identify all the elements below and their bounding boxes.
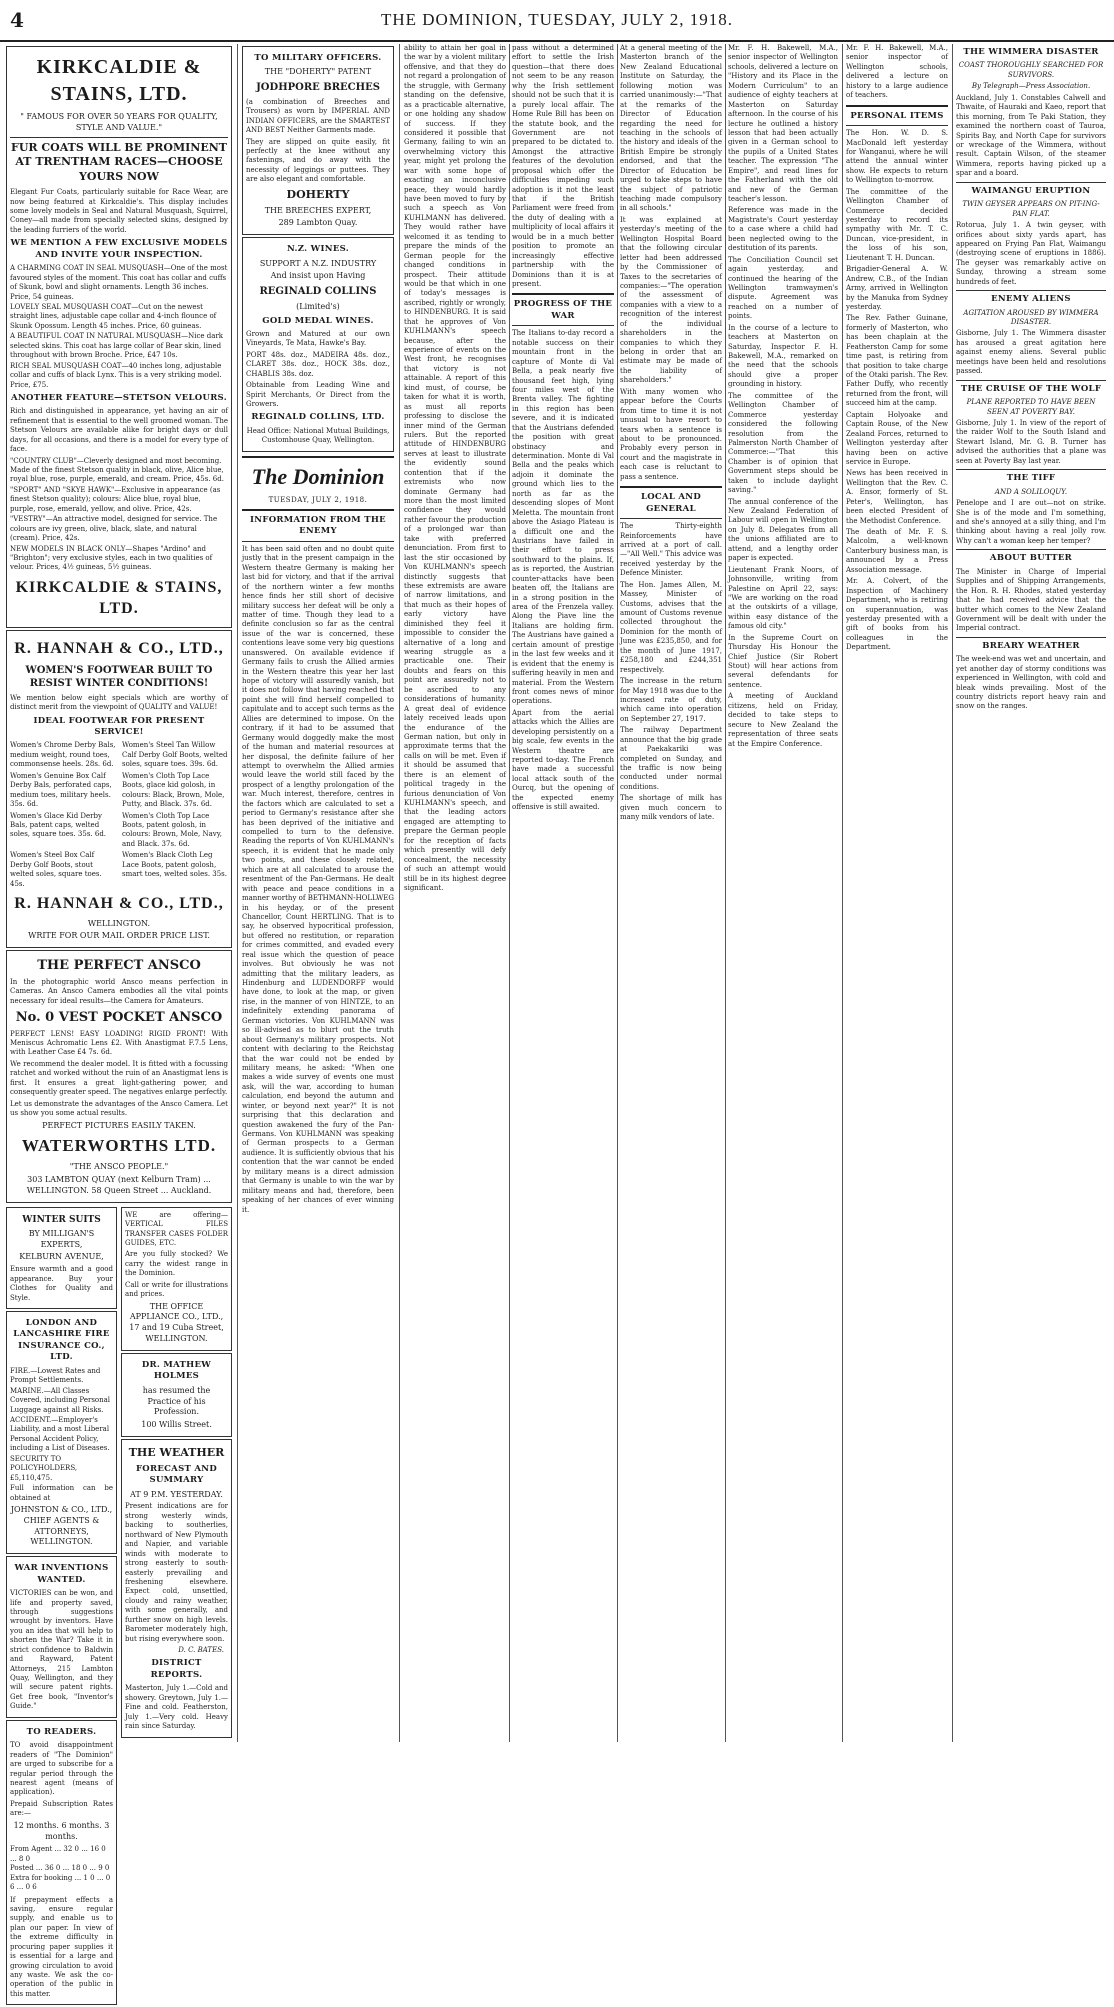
- list-item: A BEAUTIFUL COAT IN NATURAL MUSQUASH—Nice dark selected skins. This coat has large collar of Bear skin, lined throughout with brown Broche. Price, £47 10s.: [10, 332, 224, 360]
- list-item: RICH SEAL MUSQUASH COAT—40 inches long, adjustable collar and cuffs of black Lynx. This is a very striking model. Price, £75.: [10, 361, 222, 389]
- waterworths-title: WATERWORTHS LTD.: [21, 1136, 217, 1156]
- wines-advert: [242, 237, 394, 452]
- weather-report: [121, 1439, 232, 1738]
- editorial-continued-text: ability to attain her goal in the war by a violent military offensive, and that they do not regard a prolongation of the struggle, with Germany standing on the defensive, as a practicable alternative, or one holding any shadow of success. If they considered it possible that Germany, failing to win an overwhelming victory this year, might yet prolong the war with some hope of exacting an inconclusive peace, they would hardly have been moved to fury by such a speech as Von KUHLMANN has delivered. They would rather have welcomed it as tending to prepare the minds of the German people for the changed conditions in prospect. Their attitude would be that which in one of today's messages is ascribed, rightly or wrongly, to HINDENBURG. It is said that he approves of Von KUHLMANN's speech because, after the experience of events on the West front, he recognises that victory is not attainable. A report of this kind must, of course, be taken for what it is worth, as must all reports professing to disclose the inner mind of the German rulers. But the reported attitude of HINDENBURG serves at least to illustrate the evidently sound contention that if the extremists who now dominate Germany had more than the most limited confidence they would rather favour the production of a prolonged war than take with preferred denunciation. From first to last the stir occasioned by Von KUHLMANN's speech distinctly suggests that these extremists are aware of narrow limitations, and that much as their hopes of early victory have diminished they feel it impossible to consider the alternative of a long and wearing struggle as a practicable one. Their doubts and fears on this point are assuredly not to be ascribed to any considerations of humanity. A great deal of evidence lately received leads upon the endurance of the German nation, but only in approximate terms that the calls on will be met. Even if it should be assumed that there is an element of political tragedy in the furious denunciation of Von KUHLMANN's speech, and that the leading actors engaged are attempting to prepare the German people for the reception of facts which presently will defy concealment, the necessity of such an attempt would still be in its highest degree significant.: [404, 44, 506, 892]
- news-paragraph: The Hon. James Allen, M. Massey, Minister of Customs, advises that the amount of Customs revenue collected throughout the Dominion for the month of June was £235,850, and for the month of June 1917, £258,180 and £244,351 respectively.: [620, 580, 722, 674]
- tiff-text: Penelope and I are out—not on strike. She is of the mode and I'm something, and she's annoyed at a silly thing, and I'm thinking about having a real jolly row. Why can't a woman keep her temper?: [956, 499, 1106, 545]
- wolf-cruise-title: THE CRUISE OF THE WOLF: [960, 383, 1102, 394]
- column-rule: [617, 44, 618, 1742]
- list-item: LOVELY SEAL MUSQUASH COAT—Cut on the newest straight lines, adjustable cape collar and 4-inch flounce of Skunk Opossum. Length 45 inches. Price, 60 guineas.: [10, 303, 217, 330]
- column-rule: [842, 44, 843, 1742]
- wimmera-text: Auckland, July 1. Constables Calwell and Thwaite, of Hauraki and Kaeo, report that this morning, from Te Paki Station, they examined the northern coast of Tauroa, Spirits Bay, and North Cape for survivors or wreckage of the Wimmera, without result. Captain Wilson, of the steamer Wimmera, reports having picked up a spar and a board.: [956, 93, 1106, 178]
- list-item: SECURITY TO POLICYHOLDERS, £5,110,475.: [10, 1454, 78, 1482]
- small-adverts-left: [6, 1205, 117, 2007]
- news-paragraph: The Thirty-eighth Reinforcements have arrived at a port of call.—"All Well." This advice was received yesterday by the Defence Minister.: [620, 522, 722, 578]
- velours-heading: ANOTHER FEATURE—STETSON VELOURS.: [11, 392, 227, 403]
- edition-date: TUESDAY, JULY 2, 1918.: [268, 495, 368, 504]
- news-paragraph: The Conciliation Council set again yesterday, and continued the hearing of the Wellington tramwaymen's dispute. Agreement was reached on a number of points.: [728, 255, 838, 321]
- office-appliance-text2: Are you fully stocked? We carry the widest range in the Dominion.: [125, 1250, 228, 1278]
- breeches-text: (a combination of Breeches and Trousers) as worn by IMPERIAL AND INDIAN OFFICERS, are the SMARTEST AND BEST Neither Garments made.: [246, 97, 390, 135]
- weather-signature: D. C. BATES.: [178, 1646, 224, 1655]
- to-readers-notice: [6, 1720, 117, 2006]
- local-news-column: [620, 44, 722, 1742]
- column-rule: [725, 44, 726, 1742]
- news-paragraph: At a general meeting of the Masterton branch of the New Zealand Educational Institute on Saturday, the following motion was carried unanimously:—"That at the remarks of the Director of Education regarding the need for teaching in the schools of the history and ideals of the British Empire be strongly endorsed, and that the Director of Education be urged to take steps to have the subject of patriotic teaching made compulsory in all schools.": [620, 44, 722, 213]
- collins-office: Head Office: National Mutual Buildings, Customhouse Quay, Wellington.: [246, 426, 390, 445]
- to-readers-text: TO avoid disappointment readers of "The Dominion" are urged to subscribe for a regular period through the nearest agent (means of application).: [10, 1741, 113, 1797]
- waimangu-sub: TWIN GEYSER APPEARS ON PIT-ING-PAN FLAT.: [962, 200, 1100, 218]
- table-row: Posted ... 36 0 ... 18 0 ... 9 0: [10, 1864, 110, 1873]
- to-readers-title: TO READERS.: [26, 1726, 97, 1737]
- rates-column-headers: 12 months. 6 months. 3 months.: [13, 1820, 110, 1841]
- footwear-list: [10, 741, 228, 889]
- progress-of-war-text: The Italians to-day record a notable success on their mountain front in the capture of Monte di Val Bella, a peak nearly five thousand feet high, lying four miles west of the Brenta valley. The fighting in this region has been severe, and it is indicated that the Austrians defended the position with great obstinacy and determination. Monte di Val Bella and the peaks which adjoin it dominate the ground which lies to the north as far as the descending slopes of Mont Meletta. The mountain front above the Asiago Plateau is a difficult one and the Austrians have failed in their effort to press southward to the plains. If, as is reported, the Austrian counter-attacks have been beaten off, the Italians are in a strong position in the area of the Frenzela valley. Along the Piave line the Italians are holding firm. The Austrians have gained a certain amount of prestige in the last few weeks and it is evident that the enemy is suffering heavily in men and material. From the Western front comes news of minor operations.: [512, 329, 614, 706]
- advertisement-column: [6, 44, 232, 1998]
- war-progress-column: [512, 44, 614, 1742]
- news-paragraph: Mr. A. Colvert, of the Inspection of Machinery Department, who is retiring on superannuation, was yesterday presented with a gift of books from his colleagues in the Department.: [846, 577, 948, 652]
- wimmera-sub: COAST THOROUGHLY SEARCHED FOR SURVIVORS.: [958, 61, 1104, 79]
- news-paragraph: It was explained at yesterday's meeting of the Wellington Hospital Board that the following circular letter had been addressed by the Commissioner of Taxes to the secretaries of companies:—"The operation of the assessment of companies with a view to a recognition of the interest of the individual shareholders in the companies to which they belong in order that an estimate may be made of the liability of shareholders.": [620, 215, 722, 385]
- list-item: ACCIDENT.—Employer's Liability, and a most Liberal Personal Accident Policy, including a List of Diseases.: [10, 1416, 110, 1453]
- list-item: "VESTRY"—An attractive model, designed for service. The colours are ivy green, olive, black, slate, and natural (cream). Price, 42s.: [10, 515, 218, 543]
- news-paragraph: The annual conference of the New Zealand Federation of Labour will open in Wellington on July 8. Delegates from all the unions affiliated are to attend, and a lengthy order paper is expected.: [728, 497, 838, 563]
- personal-items-title: PERSONAL ITEMS: [850, 110, 944, 121]
- list-item: Women's Steel Box Calf Derby Golf Boots, stout welted soles, square toes. 45s.: [10, 851, 102, 888]
- ansco-prints: PERFECT PICTURES EASILY TAKEN.: [42, 1120, 196, 1130]
- weather-news-title: BREARY WEATHER: [982, 640, 1080, 651]
- winter-suits-address: KELBURN AVENUE,: [19, 1252, 104, 1262]
- list-item: A CHARMING COAT IN SEAL MUSQUASH—One of the most favoured styles of the moment. This coat has collar and cuffs of Skunk, bowl and slight ornaments. Length 36 inches. Price, 54 guineas.: [10, 264, 228, 301]
- doctor-name: DR. MATHEW HOLMES: [141, 1359, 212, 1382]
- war-inventions-text: VICTORIES can be won, and life and property saved, through suggestions wrought by inventors. Have you an idea that will help to shorten the War? Take it in strict confidence to Baldwin and Rayward, Patent Attorneys, 215 Lambton Quay, Wellington, and they will secure patent rights. Get free book, "Inventor's Guide.": [10, 1589, 113, 1711]
- weather-text: Present indications are for strong westerly winds, backing to southerlies, northward of New Plymouth and Napier, and variable winds with moderate to strong easterly to south-easterly prevailing and freshening elsewhere. Expect cold, unsettled, cloudy and rainy weather, with some generally, and further snow on high levels. Barometer moderately high, but rising everywhere soon.: [125, 1502, 228, 1643]
- kirkcaldie-tagline: " FAMOUS FOR OVER 50 YEARS FOR QUALITY, STYLE AND VALUE.": [20, 112, 218, 132]
- table-row: Extra for booking ... 1 0 ... 0 6 ... 0 6: [10, 1873, 111, 1892]
- wolf-cruise-sub: PLANE REPORTED TO HAVE BEEN SEEN AT POVERTY BAY.: [966, 398, 1096, 416]
- to-readers-note: If prepayment effects a saving, ensure regular supply, and enable us to plan our paper. In view of the extreme difficulty in procuring paper supplies it is essential for a large and growing circulation to avoid any waste. We ask the co-operation of the public in this matter.: [10, 1895, 113, 1998]
- list-item: MARINE.—All Classes Covered, including Personal Luggage against all Risks.: [10, 1386, 111, 1414]
- news-paragraph: The death of Mr. F. S. Malcolm, a well-known Canterbury business man, is announced by a Press Association message.: [846, 528, 948, 574]
- military-title: TO MILITARY OFFICERS.: [254, 53, 382, 63]
- editorial-text: It has been said often and no doubt quite justly that in the present campaign in the Western theatre Germany is making her last bid for victory, and that if the arrival of the northern winter a few months hence finds her still short of decisive military success her defeat will be only a matter of time. Though they lead to a definite conclusion so far as the central issue of the war is concerned, these contentions leave some very big questions unanswered. On available evidence if Germany fails to crush the Allied armies in the Western theatre this year her last hope of victory will assuredly vanish, but it does not follow that having reached that point she will find herself compelled to capitulate and to accept such terms as the Allies are determined to impose. On the contrary, if it had to be assumed that Germany would doggedly make the most of the human and material resources at her disposal, the definite failure of her attempt to overwhelm the Allied armies would leave the world still faced by the prospect of a lengthy prolongation of the war. Much interest, therefore, centres in the factors which are calculated to set a period to Germany's resistance after she has been deprived of the initiative and compelled to turn to the defensive. Reading the reports of Von KUHLMANN's speech, it is evident that he made only two points, and these closely related, which are at all calculated to arouse the resentment of the Pan-Germans. He dealt with peace and peace conditions in a manner worthy of BETHMANN-HOLLWEG in his heyday, or of the present Chancellor, Count HERTLING. That is to say, he observed hypocritical profession, but offered no restitution, or reparation for crimes committed, and evaded every real issue which the question of peace involves. But obviously he was not admitting that the military leaders, as Hindenburg and LUDENDORFF would have done, to look at the map, or given rise, in the manner of von HINTZE, to an indefinitely extending panorama of German victories. Von KUHLMANN was so ill-advised as to blurt out the truth about Germany's military prospects. Not content with declaring to the Reichstag that the war could not be ended by military means, he asked: "When one makes a wide survey of events one must ask, will the war, according to human calculation, end beyond the autumn and winter, or beyond next year?" It is not surprising that this declaration and question awakened the fury of the Pan-Germans. Von KUHLMANN was speaking of German prospects to a German audience. It is sufficiently obvious that his contention that the war cannot be ended by military means is a direct admission that Germany is unable to win the war by military means and had, therefore, been speaking of her chances of ever winning it.: [242, 544, 394, 1214]
- editorial-title: INFORMATION FROM THE ENEMY: [250, 514, 386, 537]
- waterworths-address: 303 LAMBTON QUAY (next Kelburn Tram) ... WELLINGTON. 58 Queen Street ... Auckland.: [26, 1175, 212, 1195]
- list-item: Women's Chrome Derby Bals, medium weight, round toes, commonsense heels. 28s. 6d.: [10, 741, 116, 769]
- hannah-write: WRITE FOR OUR MAIL ORDER PRICE LIST.: [28, 931, 210, 941]
- hannah-footer: R. HANNAH & CO., LTD.,: [14, 895, 224, 912]
- news-paragraph: Brigadier-General A. W. Andrew, C.B., of the Indian Army, arrived in Wellington by the Manuka from Sydney yesterday.: [846, 265, 948, 311]
- editorial-continued-column: [404, 44, 506, 1742]
- winter-suits-title: WINTER SUITS: [22, 1214, 101, 1225]
- news-paragraph: The Rev. Father Guinane, formerly of Masterton, who has been chaplain at the Featherston Camp for some time past, is retiring from that position to take charge of the Otaki parish. The Rev. Father Duffy, who recently returned from the front, will succeed him at the camp.: [846, 314, 948, 408]
- collins-wines: PORT 48s. doz., MADEIRA 48s. doz., CLARET 38s. doz., HOCK 38s. doz., CHABLIS 38s. doz.: [246, 350, 390, 378]
- page-masthead: [0, 0, 1114, 42]
- list-item: "COUNTRY CLUB"—Cleverly designed and most becoming. Made of the finest Stetson quality in black, olive, Alice blue, royal blue, rose, purple, emerald, and cream. Price, 45s. 6d.: [10, 456, 224, 484]
- telegraph-news-column: [956, 44, 1106, 1742]
- news-paragraph: Lieutenant Frank Noors, of Johnsonville, writing from Palestine on April 22, says: "We are working on the road at the outskirts of a village, within easy distance of the famous old city.": [728, 565, 838, 631]
- list-item: "SPORT" AND "SKYE HAWK"—Exclusive in appearance (as finest Stetson quality); colours: Alice blue, royal blue, purple, rose, emerald, yellow, and olive. Price, 42s.: [10, 485, 221, 513]
- collins-name-footer: REGINALD COLLINS, LTD.: [251, 412, 385, 423]
- local-general-title: LOCAL AND GENERAL: [640, 492, 702, 514]
- doctor-notice: [121, 1353, 232, 1437]
- military-sub: THE "DOHERTY" PATENT: [264, 67, 372, 77]
- weather-at: AT 9 P.M. YESTERDAY.: [130, 1489, 223, 1499]
- table-row: From Agent ... 32 0 ... 16 0 ... 8 0: [10, 1845, 106, 1863]
- news-paragraph: In the Supreme Court on Thursday His Honour the Chief Justice (Sir Robert Stout) will hear actions from several defendants for sentence.: [728, 633, 838, 689]
- hannah-special: IDEAL FOOTWEAR FOR PRESENT SERVICE!: [33, 715, 205, 737]
- war-inventions-advert: [6, 1556, 117, 1718]
- news-paragraph: The railway Department announce that the big grade at Paekakariki was completed on Sunday, and the traffic is now being conducted under normal conditions.: [620, 726, 722, 791]
- wines-ask: And insist upon Having: [270, 271, 366, 281]
- butter-text: The Minister in Charge of Imperial Supplies and of Shipping Arrangements, the Hon. R. H. Rhodes, stated yesterday that he had received advice that the butter which comes to the New Zealand Government will be dealt with under the Imperial contract.: [956, 567, 1106, 633]
- waimangu-title: WAIMANGU ERUPTION: [971, 185, 1091, 196]
- personal-items-column: [846, 44, 948, 1742]
- velour-style-list: [10, 457, 228, 573]
- hannah-title: R. HANNAH & CO., LTD.,: [14, 640, 224, 658]
- enemy-aliens-sub: AGITATION AROUSED BY WIMMERA DISASTER.: [963, 308, 1099, 327]
- insurance-info: Full information can be obtained at: [10, 1484, 113, 1502]
- news-paragraph: The committee of the Wellington Chamber of Commerce decided yesterday to record its sympathy with Mr. T. C. Duncan, vice-president, in the loss of his son, Lieutenant T. H. Duncan.: [846, 187, 948, 262]
- list-item: FIRE.—Lowest Rates and Prompt Settlements.: [10, 1366, 101, 1385]
- weather-news-text: The week-end was wet and uncertain, and yet another day of stormy conditions was experienced in Wellington, with cold and bleak winds prevailing. Most of the country districts report heavy rain and snow on the ranges.: [956, 655, 1106, 711]
- list-item: Women's Cloth Top Lace Boots, patent golosh, in colours: Brown, Mole, Navy, and Black. 37s. 6d.: [122, 811, 222, 848]
- news-paragraph: Mr. F. H. Bakewell, M.A., senior inspector of Wellington schools, delivered a lecture on "History and its Place in the Modern Curriculum" to an audience of eighty teachers at Masterton on Saturday afternoon. In the course of his lecture he outlined a history lesson that had been actually given in a German school to the pupils of a United States teacher. The expression "The Empire", and read lines for the Fatherland with the old and new of the German teacher's lesson.: [728, 44, 838, 203]
- weather-sub: FORECAST AND SUMMARY: [135, 1463, 218, 1486]
- progress-of-war-title: PROGRESS OF THE WAR: [513, 299, 613, 321]
- office-appliance-call: Call or write for illustrations and prices.: [125, 1280, 228, 1299]
- enemy-aliens-title: ENEMY ALIENS: [991, 294, 1071, 305]
- general-news-column: [728, 44, 838, 1742]
- dominion-nameplate: The Dominion: [251, 463, 385, 489]
- to-readers-rates: Prepaid Subscription Rates are:—: [10, 1799, 113, 1818]
- page-number: 4: [10, 8, 24, 32]
- fur-coats-headline: FUR COATS WILL BE PROMINENT AT TRENTHAM RACES—CHOOSE YOURS NOW: [11, 140, 227, 184]
- news-paragraph: The Hon. W. D. S. MacDonald left yesterday for Wanganui, where he will attend the annual winter show. He expects to return to Wellington to-morrow.: [846, 129, 948, 185]
- doherty-address: 289 Lambton Quay.: [278, 218, 358, 228]
- hannah-intro: We mention below eight specials which are worthy of distinct merit from the viewpoint of QUALITY and VALUE!: [10, 693, 228, 712]
- office-appliance-text: WE are offering— VERTICAL FILES TRANSFER CASES FOLDER GUIDES, ETC.: [125, 1210, 228, 1247]
- collins-medal: GOLD MEDAL WINES.: [262, 315, 374, 326]
- winter-suits-text: Ensure warmth and a good appearance. Buy your Clothes for Quality and Style.: [10, 1265, 113, 1302]
- hannah-advert: [6, 630, 232, 948]
- tiff-sub: AND A SOLILOQUY.: [994, 487, 1068, 496]
- ansco-text2: We recommend the dealer model. It is fitted with a focussing ratchet and worked without the ruin of an Anastigmat lens is first. It ensures a great light-gathering power, and consequently greater speed. The negatives enlarge perfectly.: [10, 1059, 228, 1097]
- list-item: NEW MODELS IN BLACK ONLY—Shapes "Ardino" and "Brighton"; very exclusive styles, each in two qualities of velour. Prices, 4½ guineas, 5½ guineas.: [10, 544, 213, 572]
- tiff-title: THE TIFF: [1006, 473, 1056, 484]
- collins-grown: Grown and Matured at our own Vineyards, Te Mata, Hawke's Bay.: [246, 329, 390, 348]
- news-paragraph: The committee of the Wellington Chamber of Commerce yesterday considered the following resolution from the Palmerston North Chamber of Commerce:—"That this Chamber is of opinion that Government steps should be taken to include daylight saving.": [728, 391, 838, 495]
- news-paragraph: Reference was made in the Magistrate's Court yesterday to a case where a child had been neglected owing to the destitution of its parents.: [728, 206, 838, 253]
- list-item: Women's Genuine Box Calf Derby Bals, perforated caps, medium toes, military heels. 35s. 6d.: [10, 771, 112, 809]
- list-item: Women's Steel Tan Willow Calf Derby Golf Boots, welted soles, square toes. 39s. 6d.: [122, 741, 228, 769]
- news-paragraph: The shortage of milk has given much concern to many milk vendors of late.: [620, 794, 722, 822]
- war-inventions-title: WAR INVENTIONS WANTED.: [14, 1563, 109, 1585]
- column-rule: [509, 44, 510, 1742]
- collins-ltd: (Limited's): [296, 301, 340, 311]
- waimangu-text: Rotorua, July 1. A twin geyser, with orifices about sixty yards apart, has appeared on Frying Pan Flat, Waimangu (destroying scene of eruptions in 1886). The geyser was remarkably active on Sunday, throwing a stream some hundreds of feet.: [956, 221, 1106, 286]
- news-paragraph: Mr. F. H. Bakewell, M.A., senior inspector of Wellington schools, delivered a lecture on history to a large audience of teachers.: [846, 44, 948, 100]
- office-appliance-firm: THE OFFICE APPLIANCE CO., LTD., 17 and 19 Cuba Street, WELLINGTON.: [129, 1301, 224, 1343]
- wimmera-byline: By Telegraph—Press Association.: [971, 82, 1091, 91]
- news-paragraph: With many women who appear before the Courts from time to time it is not unusual to have resort to tears when a sentence is about to be pronounced. Probably every person in court and the magistrate in each case is reluctant to pass a sentence.: [620, 387, 722, 481]
- waterworths-sub: "THE ANSCO PEOPLE.": [69, 1162, 169, 1172]
- velours-text: Rich and distinguished in appearance, yet having an air of refinement that is essential to the well groomed woman. The Stetson Velours are available alike for bright days or dull days, for all occasions, and there is a model for every type of face.: [10, 407, 228, 454]
- kirkcaldie-footer: KIRKCALDIE & STAINS, LTD.: [15, 578, 223, 618]
- butter-title: ABOUT BUTTER: [989, 553, 1073, 564]
- small-adverts-row: [6, 1205, 232, 2007]
- collins-name: REGINALD COLLINS: [259, 286, 377, 298]
- wines-sub: SUPPORT A N.Z. INDUSTRY: [259, 258, 377, 268]
- column-rule: [237, 44, 238, 1742]
- wines-title: N.Z. WINES.: [286, 244, 350, 255]
- doherty-name: DOHERTY: [286, 187, 350, 201]
- district-reports-title: DISTRICT REPORTS.: [150, 1658, 203, 1680]
- rates-table: [10, 1845, 113, 1892]
- news-paragraph: News has been received in Wellington that the Rev. C. A. Ensor, formerly of St. Peter's, Wellington, has been elected President of the Methodist Conference.: [846, 469, 948, 525]
- ansco-demo: Let us demonstrate the advantages of the Ansco Camera. Let us show you some actual results.: [10, 1099, 228, 1118]
- wolf-cruise-text: Gisborne, July 1. In view of the report of the raider Wolf to the South Island and Stewart Island, Mr. G. B. Turner has advised the authorities that a plane was seen at Poverty Bay last year.: [956, 419, 1106, 465]
- breeches-text2: They are slipped on quite easily, fit perfectly at the knee without any fastenings, and do away with the necessity of leggings or puttees. They are also elegant and comfortable.: [246, 137, 390, 184]
- ansco-text: In the photographic world Ansco means perfection in Cameras. An Ansco Camera embodies all the vital points necessary for ideal results—the Camera for Amateurs.: [10, 977, 228, 1005]
- column-rule: [952, 44, 953, 1742]
- insurance-title: LONDON AND LANCASHIRE FIRE INSURANCE CO., LTD.: [13, 1317, 110, 1363]
- newspaper-title: THE DOMINION, TUESDAY, JULY 2, 1918.: [380, 10, 734, 29]
- breeches-advert: [242, 46, 394, 235]
- irish-question-text: pass without a determined effort to settle the Irish question—that there does not seem to be any reason why the Irish settlement should not be such that it is a purely local affair. The Home Rule Bill has been on the statute book, and the Government are not prepared to be dictated to. Amongst the attractive features of the devolution proposal which offer the difficulties impeding such adoption is it not the least that if the British Parliament were freed from the duty of dealing with a multiplicity of local affairs it would be in a much better position to promote an increasingly effective partnership with the Dominions than it is at present.: [512, 44, 614, 288]
- enemy-aliens-text: Gisborne, July 1. The Wimmera disaster has aroused a great agitation here against enemy aliens. Several public meetings have been held and resolutions passed.: [956, 329, 1106, 376]
- list-item: Women's Cloth Top Lace Boots, glace kid golosh, in colours: Black, Brown, Mole, Putty, and Black. 37s. 6d.: [122, 771, 225, 809]
- office-appliance-advert: [121, 1207, 232, 1351]
- news-paragraph: In the course of a lecture to teachers at Masterton on Saturday, Inspector F. H. Bakewell, M.A., remarked on the need that the schools should give a proper grounding in history.: [728, 323, 838, 389]
- progress-of-war-text2: Apart from the aerial attacks which the Allies are developing persistently on a big scale, few events in the Western theatre are reported to-day. The French have made a successful local attack south of the Ourcq, but the opening of the expected enemy offensive is still awaited.: [512, 708, 614, 812]
- insurance-lines: [10, 1367, 113, 1483]
- news-paragraph: Captain Holyoake and Captain Rouse, of the New Zealand Forces, returned to Wellington yesterday after having been on active service in Europe.: [846, 410, 948, 466]
- column-rule: [399, 44, 400, 1742]
- doctor-address: 100 Willis Street.: [141, 1420, 212, 1430]
- insurance-advert: [6, 1311, 117, 1554]
- ansco-title: THE PERFECT ANSCO: [37, 958, 201, 974]
- models-heading: WE MENTION A FEW EXCLUSIVE MODELS AND INVITE YOUR INSPECTION.: [10, 238, 228, 260]
- doherty-sub: THE BREECHES EXPERT,: [264, 205, 372, 215]
- list-item: Women's Black Cloth Leg Lace Boots, patent golosh, smart toes, welted soles. 35s.: [122, 851, 227, 879]
- ansco-sub: PERFECT LENS! EASY LOADING! RIGID FRONT! With Meniscus Achromatic Lens £2. With Anastigmat F.7.5 Lens, with Leather Case £4 7s. 6d.: [10, 1029, 228, 1057]
- milligan-advert: [6, 1207, 117, 1309]
- news-paragraph: The increase in the return for May 1918 was due to the increased rate of duty, which came into operation on September 27, 1917.: [620, 677, 722, 723]
- news-paragraph: A meeting of Auckland citizens, held on Friday, decided to take steps to secure to New Zealand the representation of three seats at the Empire Conference.: [728, 692, 838, 748]
- list-item: Women's Glace Kid Derby Bals, patent caps, welted soles, square toes. 35s. 6d.: [10, 811, 107, 839]
- collins-obtainable: Obtainable from Leading Wine and Spirit Merchants, Or Direct from the Growers.: [246, 381, 390, 409]
- kirkcaldie-advert: [6, 46, 232, 628]
- weather-title: THE WEATHER: [128, 1445, 225, 1459]
- hannah-headline: WOMEN'S FOOTWEAR BUILT TO RESIST WINTER CONDITIONS!: [25, 664, 213, 690]
- editorial-column: [242, 44, 394, 1742]
- fur-coats-intro: Elegant Fur Coats, particularly suitable for Race Wear, are now being featured at Kirkcaldie's. This display includes some lovely models in Seal and Natural Musquash, Squirrel, Coney—all made from specially selected skins, designed by the leading furriers of the world.: [10, 188, 228, 234]
- ansco-model: No. 0 VEST POCKET ANSCO: [15, 1010, 223, 1026]
- small-adverts-right: [121, 1205, 232, 2007]
- breeches-title: JODHPORE BRECHES: [256, 82, 380, 94]
- hannah-city: WELLINGTON.: [87, 918, 151, 928]
- wimmera-title: THE WIMMERA DISASTER: [963, 47, 1099, 57]
- kirkcaldie-title: KIRKCALDIE & STAINS, LTD.: [36, 56, 202, 105]
- fur-coat-list: [10, 264, 228, 390]
- ansco-advert: [6, 950, 232, 1202]
- insurance-agents: JOHNSTON & CO., LTD., CHIEF AGENTS & ATTORNEYS, WELLINGTON.: [10, 1504, 113, 1547]
- district-reports-text: Masterton, July 1.—Cold and showery. Greytown, July 1.—Fine and cold. Featherston, July 1.—Very cold. Heavy rain since Saturday.: [125, 1684, 228, 1731]
- doctor-text: has resumed the Practice of his Profession.: [142, 1385, 211, 1417]
- winter-suits-by: BY MILLIGAN'S EXPERTS,: [28, 1228, 95, 1249]
